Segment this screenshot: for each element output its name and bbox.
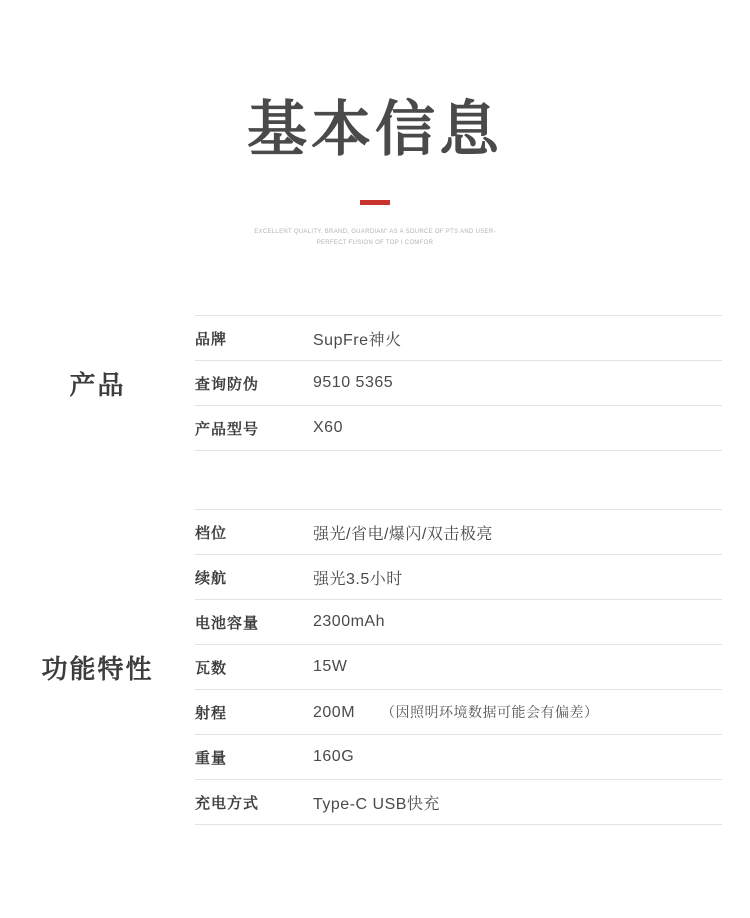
spec-value: Type-C USB快充: [313, 795, 440, 813]
spec-value: [313, 702, 722, 722]
spec-value: 强光/省电/爆闪/双击极亮: [313, 525, 493, 543]
table-row: [195, 780, 722, 825]
spec-key: 续航: [195, 569, 228, 587]
bottom-spacer: [0, 825, 750, 881]
section-features-table: [195, 509, 750, 825]
page-header: [0, 0, 750, 249]
page-subtitle: [225, 227, 525, 249]
spec-value: 强光3.5小时: [313, 570, 403, 588]
table-row: [195, 406, 722, 451]
spec-value: SupFre神火: [313, 331, 402, 349]
spec-key: 档位: [195, 524, 228, 542]
table-row: [195, 735, 722, 780]
table-row: [195, 509, 722, 555]
spec-value: 9510 5365: [313, 374, 394, 391]
spec-key: 射程: [195, 704, 228, 722]
spec-key: 重量: [195, 749, 228, 767]
spec-value: 15W: [313, 658, 348, 675]
spec-key: 品牌: [195, 330, 228, 348]
spec-key: 产品型号: [195, 420, 260, 438]
spec-value-text: 200M: [313, 704, 356, 721]
spec-key: 电池容量: [195, 614, 260, 632]
page-subtitle-line-2: PERFECT FUSION OF TOP I COMFOR: [316, 240, 434, 246]
table-row: [195, 690, 722, 735]
table-row: [195, 361, 722, 406]
spec-value: 2300mAh: [313, 613, 385, 630]
section-features: [0, 509, 750, 825]
section-product-table: [195, 315, 750, 451]
section-features-label: 功能特性: [41, 653, 154, 684]
page-title: 基本信息: [247, 96, 503, 163]
section-product-label: 产品: [69, 369, 126, 400]
spec-key: 瓦数: [195, 659, 228, 677]
table-row: [195, 600, 722, 645]
table-row: [195, 315, 722, 361]
spec-key: 充电方式: [195, 794, 260, 812]
section-product: [0, 315, 750, 451]
table-row: [195, 645, 722, 690]
spec-key: 查询防伪: [195, 375, 260, 393]
spec-value: X60: [313, 419, 343, 436]
table-row: [195, 555, 722, 600]
page-subtitle-line-1: EXCELLENT QUALITY, BRAND, GUARDIAN" AS A SOURCE OF PTS AND USER-: [254, 229, 496, 235]
title-divider: [360, 200, 390, 205]
spec-value: 160G: [313, 748, 355, 765]
spec-value-note: （因照明环境数据可能会有偏差）: [381, 704, 599, 720]
